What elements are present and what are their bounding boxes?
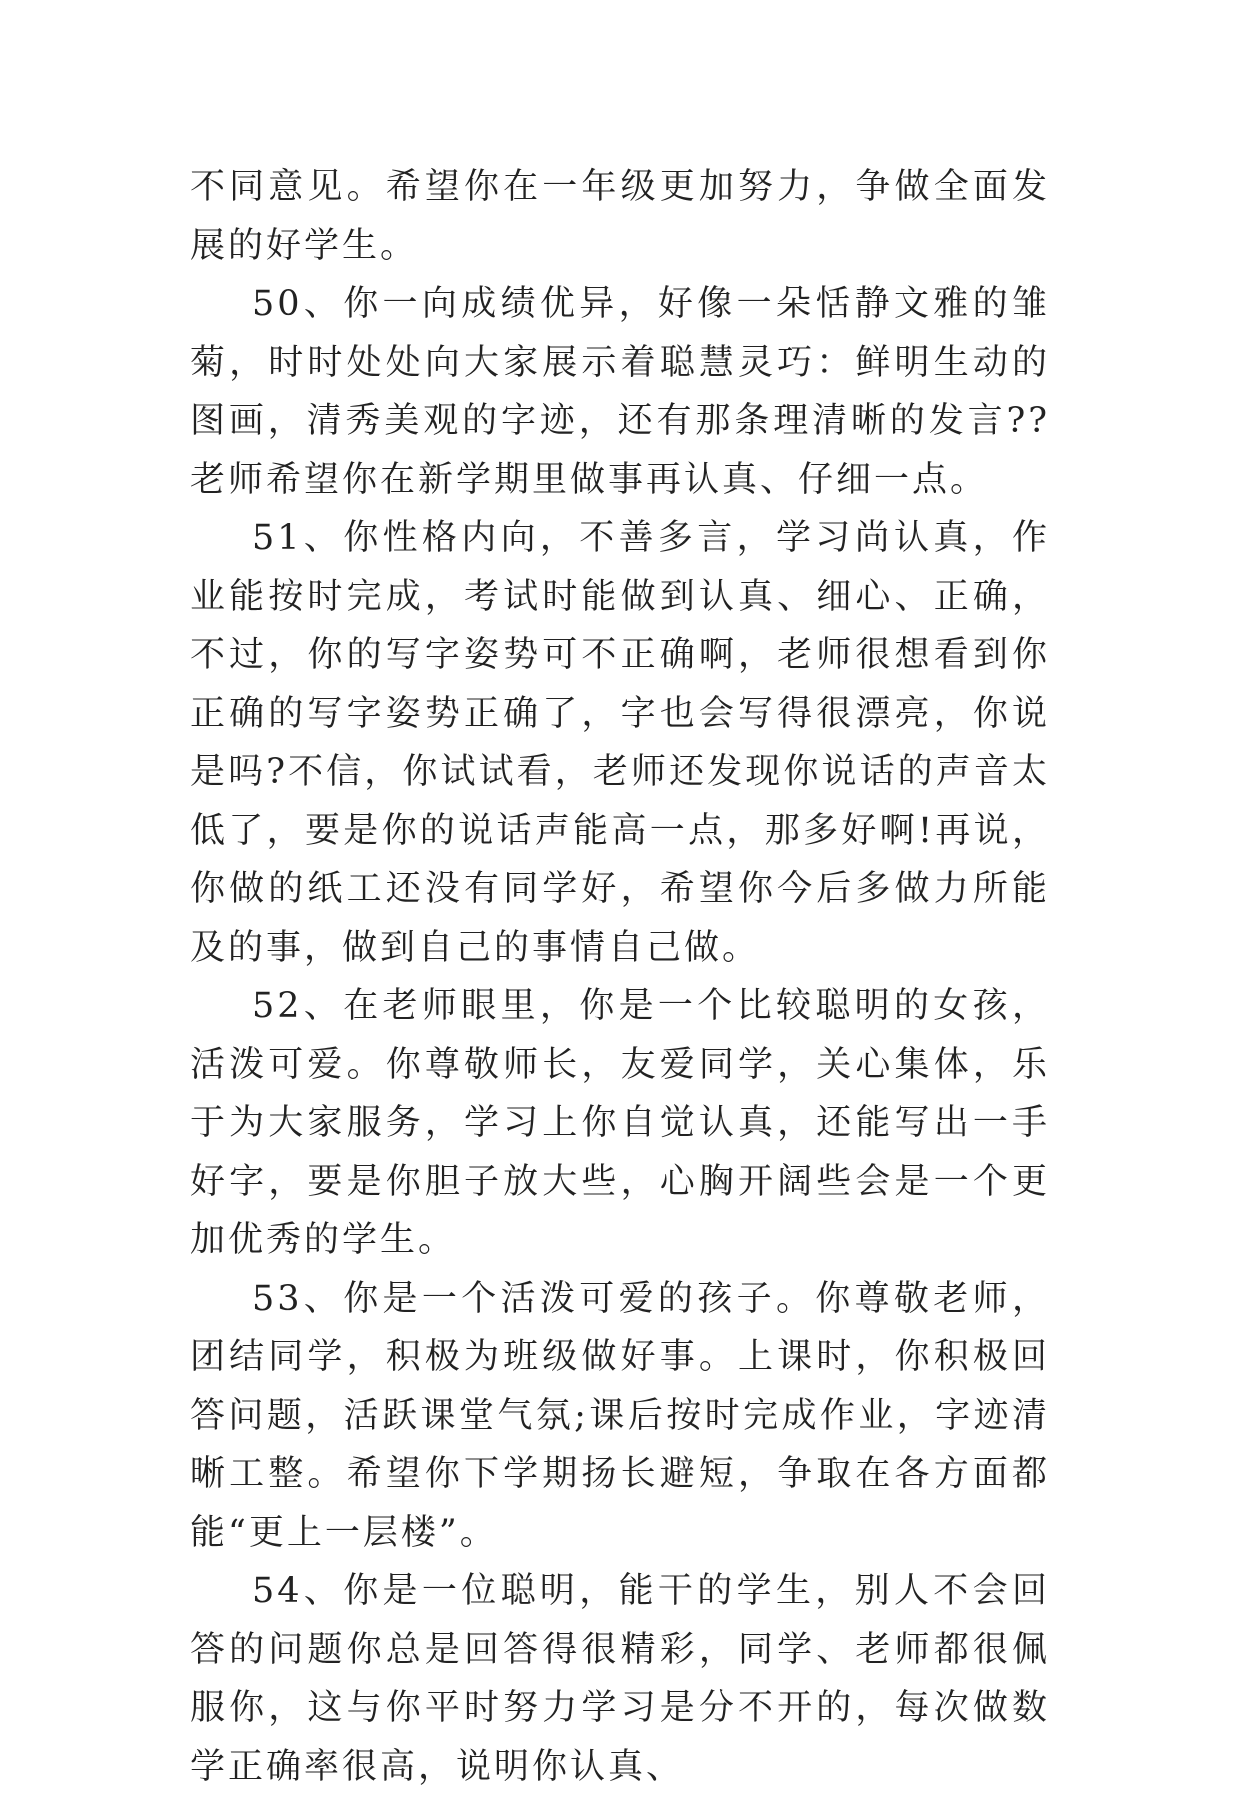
document-body xyxy=(190,158,1050,1796)
paragraph-51: 51、你性格内向，不善多言，学习尚认真，作业能按时完成，考试时能做到认真、细心、正确，不过，你的写字姿势可不正确啊，老师很想看到你正确的写字姿势正确了，字也会写得很漂亮，你说是吗?不信，你试试看，老师还发现你说话的声音太低了，要是你的说话声能高一点，那多好啊!再说，你做的纸工还没有同学好，希望你今后多做力所能及的事，做到自己的事情自己做。 xyxy=(190,518,1050,968)
paragraph-50: 50、你一向成绩优异，好像一朵恬静文雅的雏菊，时时处处向大家展示着聪慧灵巧：鲜明生动的图画，清秀美观的字迹，还有那条理清晰的发言??老师希望你在新学期里做事再认真、仔细一点。 xyxy=(190,284,1050,500)
paragraph-54: 54、你是一位聪明，能干的学生，别人不会回答的问题你总是回答得很精彩，同学、老师都很佩服你，这与你平时努力学习是分不开的，每次做数学正确率很高，说明你认真、 xyxy=(190,1571,1050,1787)
paragraph-53: 53、你是一个活泼可爱的孩子。你尊敬老师，团结同学，积极为班级做好事。上课时，你积极回答问题，活跃课堂气氛;课后按时完成作业，字迹清晰工整。希望你下学期扬长避短，争取在各方面都能“更上一层楼”。 xyxy=(190,1278,1050,1553)
paragraph-52: 52、在老师眼里，你是一个比较聪明的女孩，活泼可爱。你尊敬师长，友爱同学，关心集体，乐于为大家服务，学习上你自觉认真，还能写出一手好字，要是你胆子放大些，心胸开阔些会是一个更加优秀的学生。 xyxy=(190,986,1050,1260)
paragraph-continued: 不同意见。希望你在一年级更加努力，争做全面发展的好学生。 xyxy=(190,167,1050,266)
